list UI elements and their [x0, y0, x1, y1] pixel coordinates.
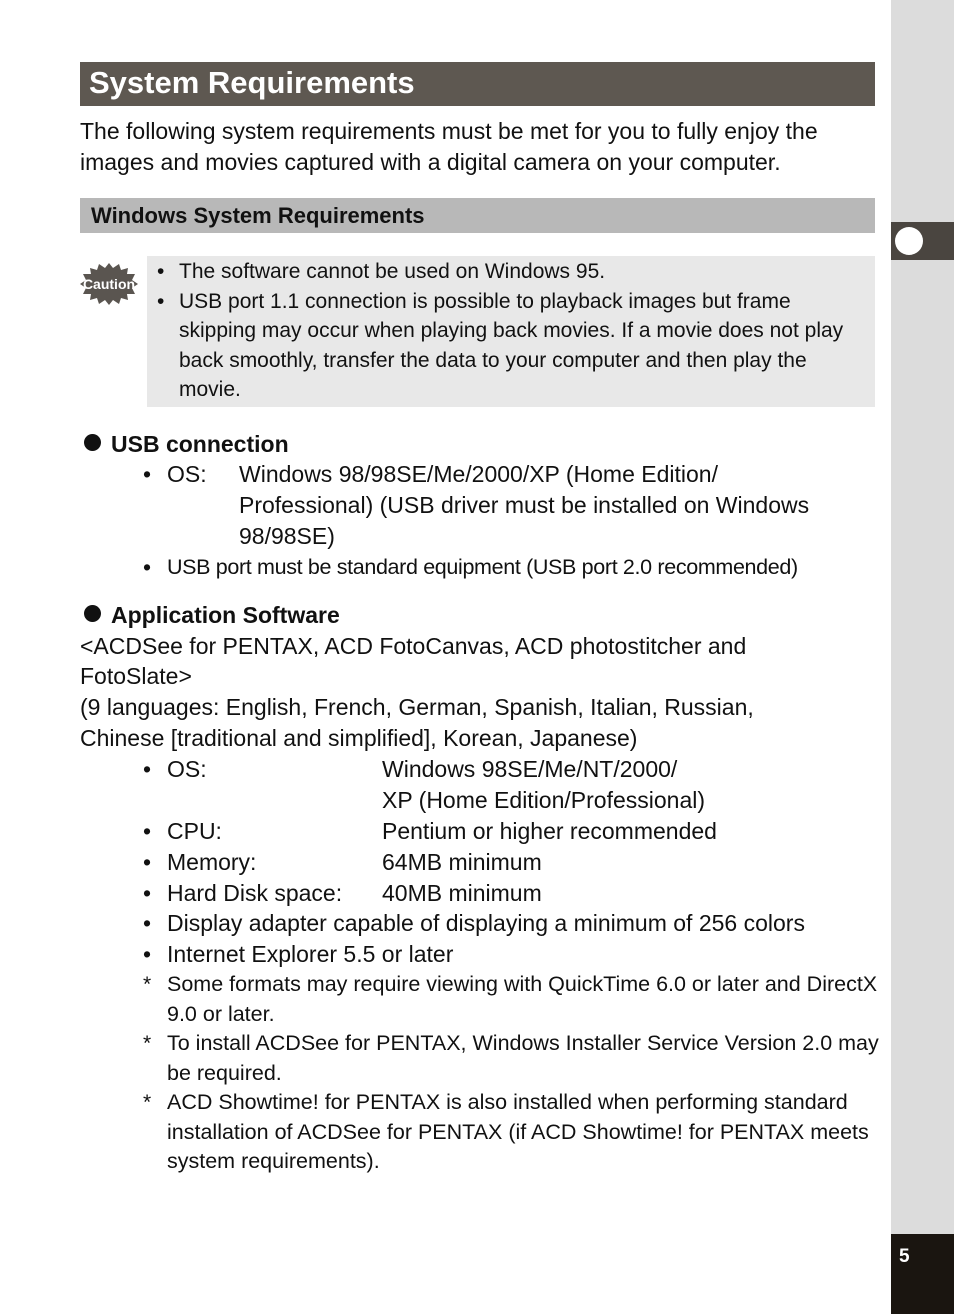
title-bar — [80, 62, 875, 106]
spec-label: CPU: — [167, 818, 222, 844]
display-requirement: Display adapter capable of displaying a minimum of 256 colors — [167, 910, 805, 936]
intro-paragraph: The following system requirements must be met for you to fully enjoy the images and movies captured with a digital camera on your computer. — [80, 118, 818, 175]
chapter-tab — [891, 222, 954, 260]
caution-icon — [80, 262, 138, 306]
section-dot-icon — [84, 434, 101, 451]
caution-icon-label: Caution — [82, 276, 136, 292]
usb-connection-heading — [84, 429, 289, 459]
software-list-line: <ACDSee for PENTAX, ACD FotoCanvas, ACD photostitcher and — [80, 633, 747, 659]
spec-value: 64MB minimum — [382, 849, 542, 875]
browser-requirement: Internet Explorer 5.5 or later — [167, 941, 454, 967]
footnote: To install ACDSee for PENTAX, Windows Installer Service Version 2.0 may be required. — [167, 1031, 879, 1085]
software-list-line: FotoSlate> — [80, 663, 192, 689]
bullet-mark: • — [143, 849, 152, 875]
spec-label: Memory: — [167, 849, 257, 875]
bullet-mark: • — [143, 554, 152, 580]
languages-line: (9 languages: English, French, German, Spanish, Italian, Russian, — [80, 694, 754, 720]
bullet-mark: • — [157, 260, 165, 283]
page-number: 5 — [899, 1246, 910, 1267]
bullet-mark: • — [157, 289, 165, 313]
section-dot-icon — [84, 605, 101, 622]
caution-item — [157, 287, 869, 405]
chapter-marker-icon — [895, 227, 923, 255]
asterisk-mark: * — [143, 1091, 152, 1114]
spec-value: Windows 98SE/Me/NT/2000/ — [382, 756, 678, 782]
bullet-mark: • — [143, 941, 152, 967]
section-heading: Windows System Requirements — [91, 203, 425, 228]
page-number-box — [891, 1234, 954, 1314]
bullet-mark: • — [143, 910, 152, 936]
spec-value: 40MB minimum — [382, 880, 542, 906]
side-strip — [891, 0, 954, 1314]
usb-os-label: OS: — [167, 461, 207, 487]
usb-os-line: Windows 98/98SE/Me/2000/XP (Home Edition/ — [239, 461, 718, 487]
usb-os-line: Professional) (USB driver must be installed on Windows — [239, 492, 810, 518]
caution-list — [157, 257, 869, 405]
spec-value: Pentium or higher recommended — [382, 818, 717, 844]
footnote: ACD Showtime! for PENTAX is also installed when performing standard installation of ACDSee for PENTAX (if ACD Showtime! for PENTAX meets system requirements). — [167, 1090, 869, 1173]
caution-text: The software cannot be used on Windows 95. — [179, 260, 606, 283]
bullet-mark: • — [143, 756, 152, 782]
bullet-mark: • — [143, 461, 152, 487]
bullet-mark: • — [143, 880, 152, 906]
page-title: System Requirements — [89, 65, 415, 100]
languages-line: Chinese [traditional and simplified], Korean, Japanese) — [80, 725, 638, 751]
bullet-mark: • — [143, 818, 152, 844]
spec-value: XP (Home Edition/Professional) — [382, 787, 705, 813]
caution-item — [157, 257, 869, 287]
application-software-heading — [84, 600, 340, 630]
asterisk-mark: * — [143, 973, 152, 996]
usb-port-text: USB port must be standard equipment (USB port 2.0 recommended) — [167, 555, 798, 579]
caution-text: USB port 1.1 connection is possible to playback images but frame skipping may occur when playing back movies. If a movie does not play back smoothly, transfer the data to your computer and then play the movie. — [179, 289, 844, 401]
spec-label: OS: — [167, 756, 207, 782]
app-heading-text: Application Software — [111, 602, 340, 628]
spec-label: Hard Disk space: — [167, 880, 343, 906]
usb-os-line: 98/98SE) — [239, 523, 335, 549]
caution-box — [147, 256, 875, 407]
footnote: Some formats may require viewing with QuickTime 6.0 or later and DirectX 9.0 or later. — [167, 972, 878, 1026]
asterisk-mark: * — [143, 1032, 152, 1055]
usb-heading-text: USB connection — [111, 431, 289, 457]
section-heading-bar — [80, 198, 875, 233]
